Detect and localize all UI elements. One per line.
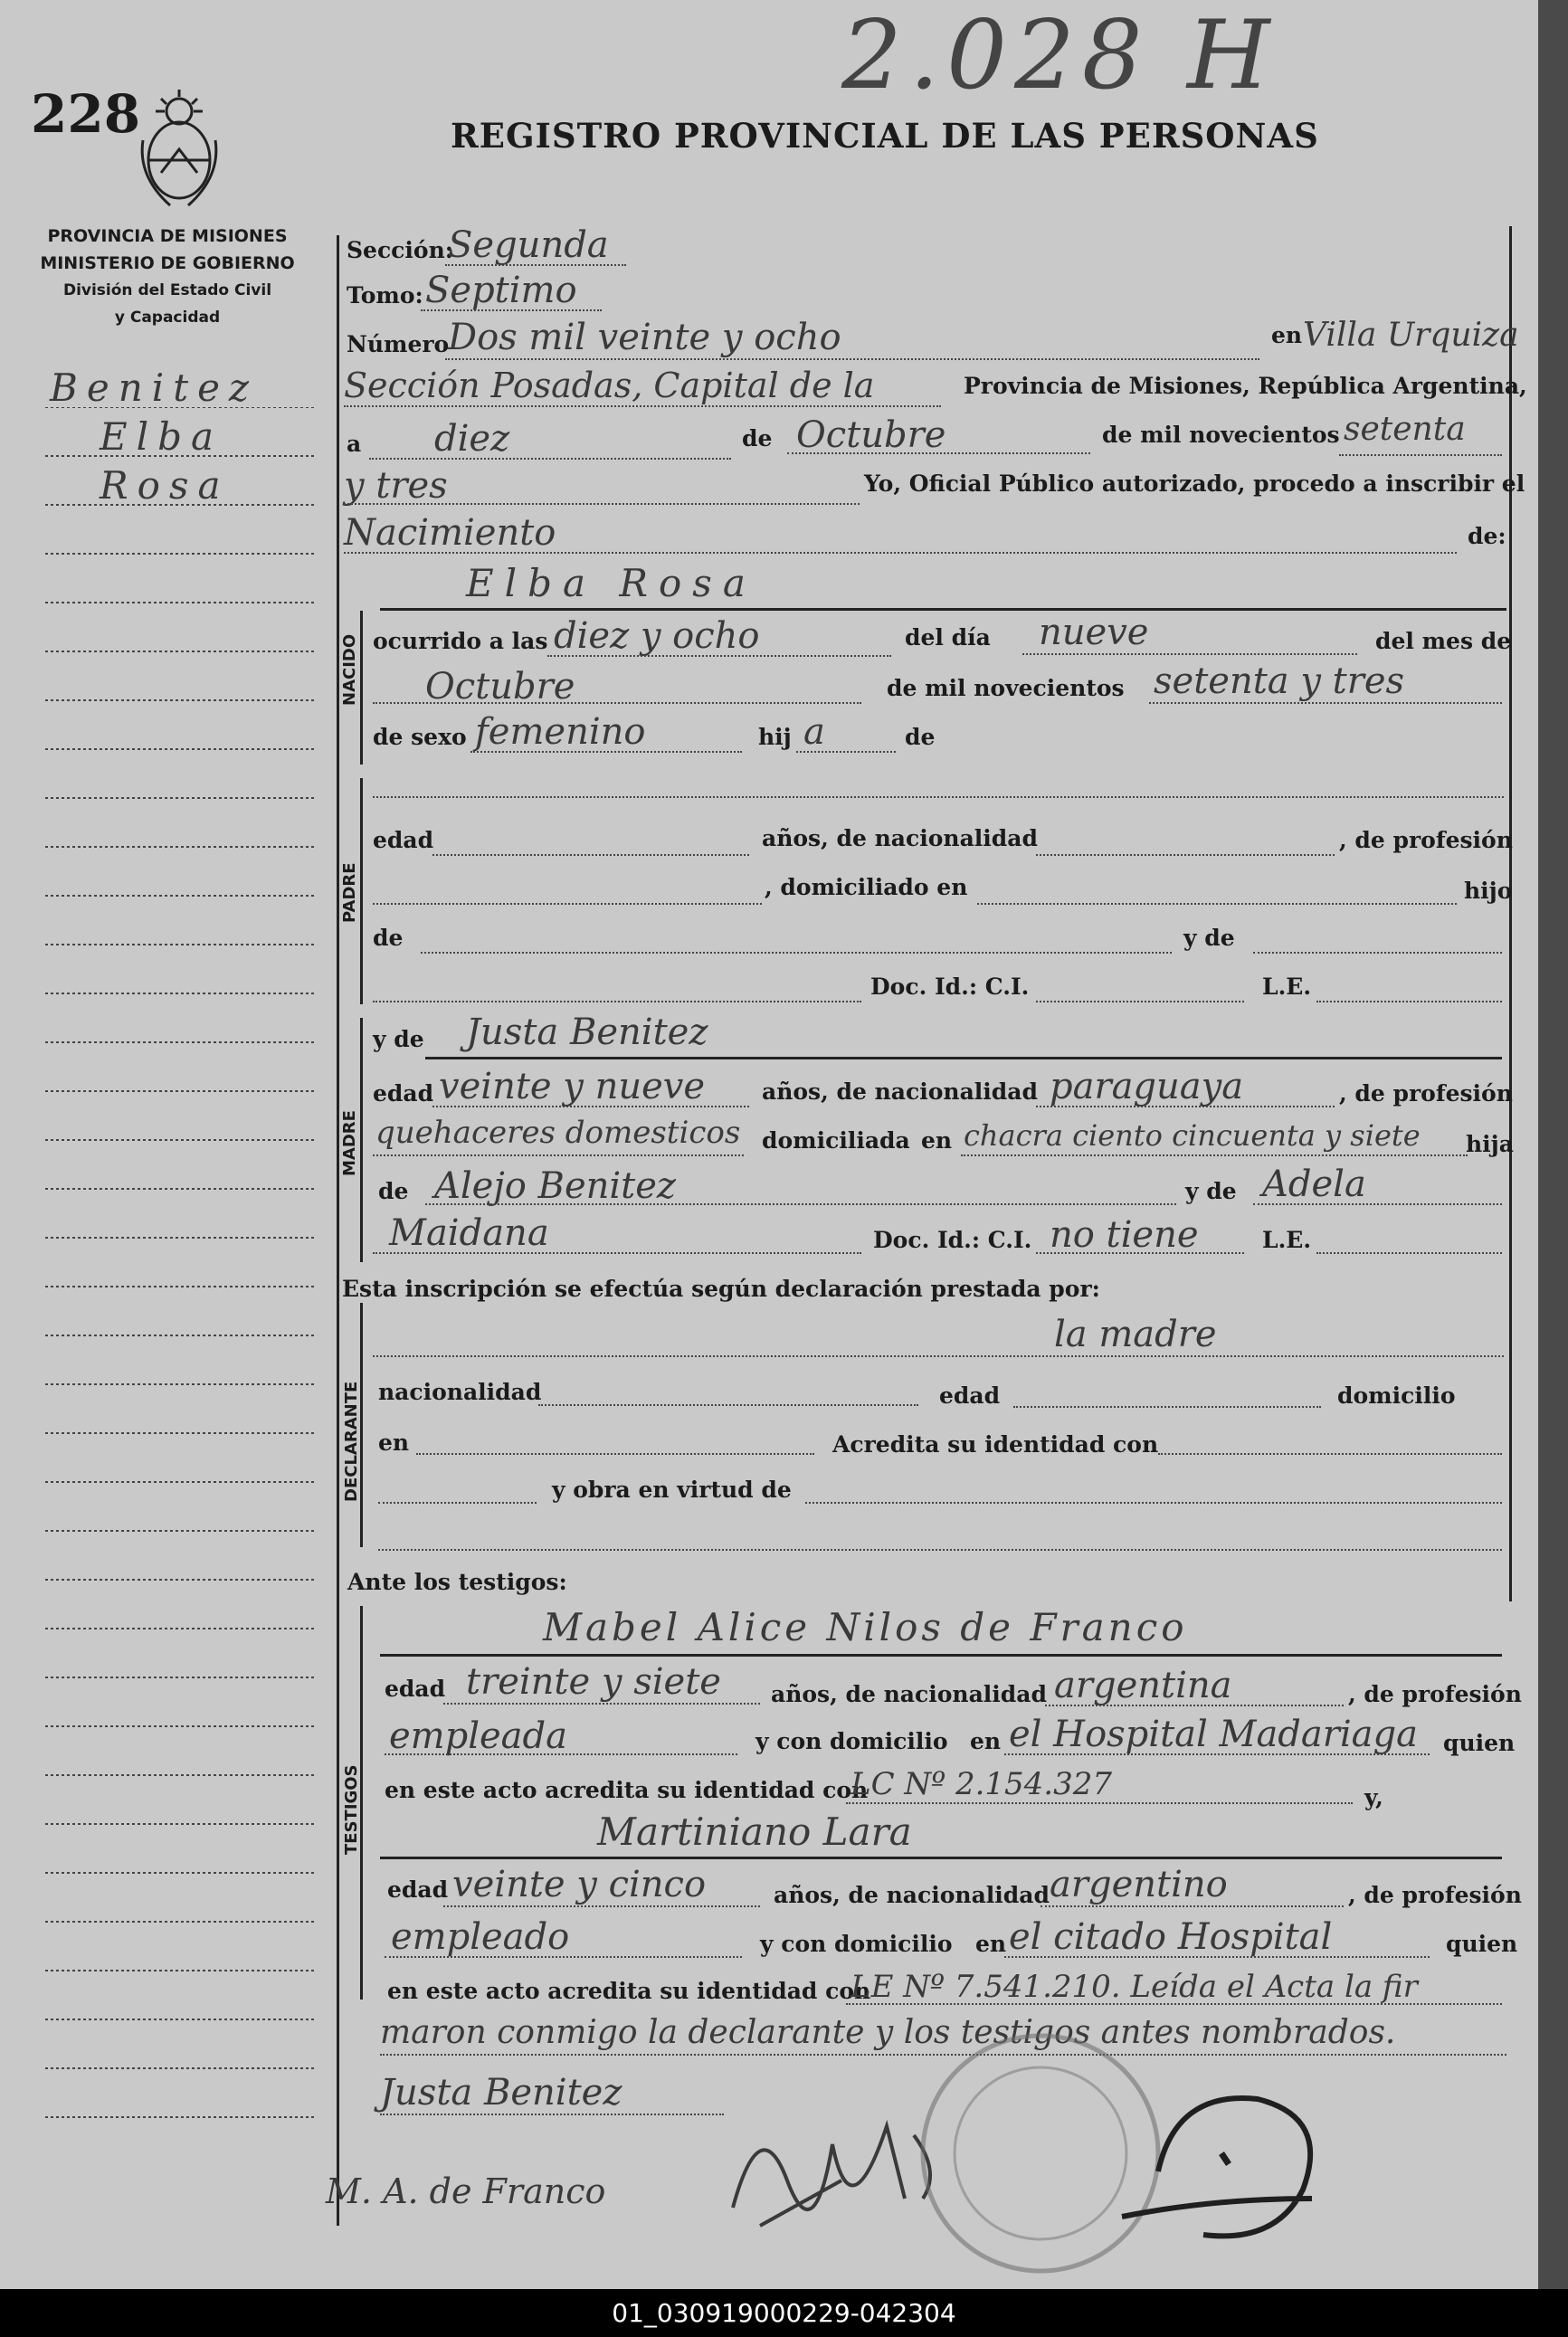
label-t2-edad: edad bbox=[387, 1876, 449, 1903]
margin-heading bbox=[14, 223, 321, 331]
line-madre-prof bbox=[373, 1154, 744, 1156]
official-signature bbox=[1104, 2063, 1357, 2262]
madre-bar bbox=[360, 1018, 363, 1262]
label-decl-en: en bbox=[378, 1430, 410, 1456]
margin-line-provincia: PROVINCIA DE MISIONES bbox=[47, 226, 288, 246]
label-madre-edad: edad bbox=[373, 1080, 434, 1107]
margin-hw-name1: Elba bbox=[100, 414, 223, 459]
label-t2-prof: , de profesión bbox=[1348, 1882, 1522, 1908]
label-t1-prof: , de profesión bbox=[1348, 1681, 1522, 1707]
hw-declarante: la madre bbox=[1054, 1314, 1217, 1355]
line-padre-nac bbox=[1036, 854, 1335, 856]
nacido-bar bbox=[360, 611, 363, 765]
label-madre-prof: , de profesión bbox=[1339, 1080, 1513, 1107]
hw-cierre: maron conmigo la declarante y los testigos antes nombrados. bbox=[380, 2014, 1396, 2051]
hw-t2-nac: argentino bbox=[1050, 1864, 1228, 1905]
line-abuela2 bbox=[373, 1252, 861, 1254]
line-decl-en bbox=[416, 1453, 814, 1455]
line-padre-dom bbox=[977, 903, 1457, 905]
label-t1-dom: y con domicilio bbox=[755, 1728, 948, 1754]
side-label-testigos: TESTIGOS bbox=[342, 1764, 361, 1855]
label-decl-acredita: Acredita su identidad con bbox=[832, 1431, 1159, 1458]
book-spine-edge bbox=[1538, 0, 1568, 2289]
t2-name-rule bbox=[380, 1857, 1502, 1859]
label-padre-de: de bbox=[373, 925, 404, 951]
hw-en-lugar: Villa Urquiza bbox=[1303, 317, 1519, 354]
label-padre-le: L.E. bbox=[1262, 974, 1312, 1000]
label-de-mes: de bbox=[742, 425, 773, 451]
hw-t1-dom: el Hospital Madariaga bbox=[1009, 1714, 1418, 1755]
t1-name-rule bbox=[380, 1654, 1502, 1657]
hw-sexo: femenino bbox=[475, 711, 646, 753]
hw-seccion: Segunda bbox=[448, 224, 609, 266]
label-seccion: Sección: bbox=[347, 237, 453, 263]
hw-seccion-loc: Sección Posadas, Capital de la bbox=[344, 366, 875, 405]
label-madre-dom: domiciliada bbox=[762, 1127, 910, 1154]
folio-number: 228 bbox=[31, 83, 141, 145]
hw-t1-prof: empleada bbox=[389, 1715, 567, 1757]
line-t1-edad bbox=[443, 1703, 760, 1705]
margin-ruled-lines bbox=[45, 407, 317, 2162]
line-padre-le bbox=[1316, 1001, 1502, 1002]
hw-abuela2: Maidana bbox=[389, 1212, 549, 1254]
hw-abuela1: Adela bbox=[1262, 1164, 1366, 1205]
line-t2-dom bbox=[1004, 1956, 1430, 1958]
label-t1-anos: años, de nacionalidad bbox=[771, 1681, 1047, 1707]
line-t2-doc bbox=[846, 2003, 1502, 2005]
line-padre-abuela bbox=[1253, 952, 1502, 954]
side-label-padre: PADRE bbox=[340, 862, 359, 923]
hw-t1-edad: treinte y siete bbox=[466, 1661, 721, 1703]
page-title: REGISTRO PROVINCIAL DE LAS PERSONAS bbox=[451, 116, 1319, 156]
label-decl-obra: y obra en virtud de bbox=[552, 1477, 792, 1503]
line-hora bbox=[547, 655, 891, 657]
hw-dia: nueve bbox=[1039, 612, 1149, 653]
line-a-dia bbox=[369, 458, 731, 460]
line-padre-edad bbox=[432, 854, 749, 856]
hw-anio2: y tres bbox=[344, 465, 448, 507]
line-abuela1 bbox=[1253, 1203, 1502, 1205]
line-declarante bbox=[373, 1355, 1504, 1357]
line-decl-obra bbox=[805, 1502, 1502, 1504]
margin-line-capacidad: y Capacidad bbox=[114, 309, 221, 327]
label-del-mes: del mes de bbox=[1375, 628, 1512, 654]
hw-t1-doc: LC Nº 2.154.327 bbox=[851, 1766, 1112, 1802]
label-padre-doc: Doc. Id.: C.I. bbox=[870, 974, 1030, 1000]
label-a: a bbox=[347, 431, 362, 457]
line-acto bbox=[344, 552, 1457, 554]
madre-name-rule bbox=[425, 1057, 1502, 1059]
label-decl-nac: nacionalidad bbox=[378, 1379, 542, 1405]
line-hij bbox=[796, 751, 896, 753]
line-madre-le bbox=[1316, 1252, 1502, 1254]
label-decl-edad: edad bbox=[939, 1382, 1001, 1409]
label-padre-anos: años, de nacionalidad bbox=[762, 825, 1038, 851]
label-tomo: Tomo: bbox=[347, 282, 423, 309]
hw-t2-edad: veinte y cinco bbox=[452, 1864, 707, 1905]
form-left-border bbox=[337, 235, 339, 2226]
hw-t2-nombre: Martiniano Lara bbox=[597, 1810, 912, 1854]
line-padre-abuelo bbox=[421, 952, 1172, 954]
line-t1-dom bbox=[1004, 1753, 1430, 1755]
label-madre-anos: años, de nacionalidad bbox=[762, 1078, 1038, 1105]
label-decl-dom: domicilio bbox=[1337, 1382, 1456, 1409]
hw-madre-nombre: Justa Benitez bbox=[466, 1012, 708, 1053]
label-madre-yde2: y de bbox=[1185, 1178, 1237, 1204]
line-abuelo bbox=[425, 1203, 1176, 1205]
label-del-dia: del día bbox=[905, 624, 991, 651]
line-tomo bbox=[421, 309, 602, 311]
hw-t1-nombre: Mabel Alice Nilos de Franco bbox=[543, 1605, 1188, 1649]
line-seccion-loc bbox=[344, 405, 941, 407]
hw-madre-edad: veinte y nueve bbox=[439, 1066, 706, 1107]
line-madre-nac bbox=[1036, 1106, 1335, 1107]
label-madre-le: L.E. bbox=[1262, 1227, 1312, 1253]
margin-hw-surname: Benitez bbox=[50, 366, 259, 410]
hw-madre-prof: quehaceres domesticos bbox=[375, 1115, 741, 1151]
label-t2-anos: años, de nacionalidad bbox=[774, 1882, 1050, 1908]
line-mes-nac bbox=[373, 702, 861, 704]
line-madre-dom bbox=[961, 1154, 1468, 1156]
form-right-border bbox=[1509, 226, 1512, 1601]
label-t2-en: en bbox=[975, 1931, 1007, 1957]
hw-madre-dom: chacra ciento cincuenta y siete bbox=[964, 1118, 1421, 1153]
label-numero: Número bbox=[347, 331, 450, 357]
label-ocurrido: ocurrido a las bbox=[373, 628, 548, 654]
hw-hij: a bbox=[803, 711, 825, 753]
hw-firma-justa: Justa Benitez bbox=[380, 2072, 622, 2114]
hw-madre-nac: paraguaya bbox=[1050, 1066, 1244, 1107]
label-yo: Yo, Oficial Público autorizado, procedo a inscribir el bbox=[864, 470, 1525, 497]
side-label-nacido: NACIDO bbox=[340, 633, 359, 706]
label-de-mil-nov: de mil novecientos bbox=[887, 675, 1125, 701]
margin-line-ministerio: MINISTERIO DE GOBIERNO bbox=[40, 253, 295, 273]
label-t2-acredita: en este acto acredita su identidad con bbox=[387, 1978, 871, 2004]
margin-hw-name2: Rosa bbox=[100, 463, 230, 508]
label-ante-testigos: Ante los testigos: bbox=[347, 1569, 567, 1595]
coat-of-arms-emblem bbox=[134, 86, 224, 213]
label-de-colon: de: bbox=[1468, 523, 1506, 549]
line-t1-doc bbox=[846, 1802, 1353, 1804]
label-padre-yde: y de bbox=[1183, 925, 1235, 951]
margin-line-division: División del Estado Civil bbox=[62, 281, 272, 299]
hw-numero: Dos mil veinte y ocho bbox=[448, 317, 841, 358]
label-padre-edad: edad bbox=[373, 827, 434, 853]
label-t1-en: en bbox=[970, 1728, 1002, 1754]
line-decl-end bbox=[378, 1549, 1502, 1551]
hw-t2-doc: LE Nº 7.541.210. Leída el Acta la fir bbox=[851, 1969, 1418, 2005]
line-decl-obra-a bbox=[378, 1502, 537, 1504]
hw-t2-prof: empleado bbox=[391, 1916, 570, 1958]
label-t2-dom: y con domicilio bbox=[760, 1931, 953, 1957]
line-madre-edad bbox=[432, 1106, 749, 1107]
label-provincia: Provincia de Misiones, República Argentina, bbox=[964, 373, 1527, 399]
hw-tomo: Septimo bbox=[425, 270, 577, 311]
line-padre-top bbox=[373, 796, 1504, 798]
label-t1-edad: edad bbox=[385, 1676, 446, 1702]
hw-hora: diez y ocho bbox=[554, 615, 760, 657]
line-padre-abuela2 bbox=[373, 1001, 861, 1002]
line-anio1 bbox=[1339, 454, 1502, 456]
line-dia bbox=[1022, 653, 1357, 655]
label-padre-prof: , de profesión bbox=[1339, 827, 1513, 853]
line-t1-nac bbox=[1045, 1705, 1344, 1706]
label-t1-quien: quien bbox=[1443, 1730, 1516, 1756]
line-sexo bbox=[470, 751, 742, 753]
label-madre-doc: Doc. Id.: C.I. bbox=[873, 1227, 1032, 1253]
label-padre-hijo: hijo bbox=[1464, 878, 1513, 904]
hw-t2-dom: el citado Hospital bbox=[1009, 1916, 1333, 1958]
line-decl-nac bbox=[538, 1404, 918, 1406]
line-decl-edad bbox=[1013, 1406, 1321, 1408]
line-anio2 bbox=[344, 503, 860, 505]
label-de-sexo: de sexo bbox=[373, 724, 467, 750]
hw-firma-franco: M. A. de Franco bbox=[326, 2171, 606, 2211]
hw-t1-nac: argentina bbox=[1054, 1665, 1232, 1706]
label-en: en bbox=[1271, 322, 1303, 348]
padre-bar bbox=[360, 778, 363, 1004]
line-t2-edad bbox=[443, 1905, 760, 1907]
footer-bar bbox=[0, 2289, 1568, 2337]
line-padre-doc bbox=[1036, 1001, 1244, 1002]
label-madre-yde: y de bbox=[373, 1026, 424, 1052]
hw-nombre: Elba Rosa bbox=[466, 561, 756, 605]
hw-anio1: setenta bbox=[1344, 411, 1466, 448]
line-padre-prof bbox=[373, 903, 762, 905]
footer-id: 01_030919000229-042304 bbox=[612, 2298, 956, 2328]
hw-a-dia: diez bbox=[434, 418, 510, 460]
hw-madre-doc: no tiene bbox=[1050, 1214, 1199, 1256]
line-t1-prof bbox=[385, 1753, 737, 1755]
nacido-top-rule bbox=[380, 608, 1506, 611]
label-t2-quien: quien bbox=[1446, 1931, 1518, 1957]
label-madre-de: de bbox=[378, 1178, 409, 1204]
label-t1-acredita: en este acto acredita su identidad con bbox=[385, 1777, 869, 1803]
hw-anio-nac: setenta y tres bbox=[1154, 660, 1405, 702]
hw-mes-nac: Octubre bbox=[425, 666, 575, 708]
side-label-declarante: DECLARANTE bbox=[342, 1381, 361, 1502]
hw-registry-number: 2.028 H bbox=[841, 0, 1278, 110]
line-madre-doc bbox=[1036, 1252, 1244, 1254]
line-mes bbox=[787, 452, 1090, 454]
line-firma bbox=[380, 2114, 724, 2115]
line-t2-prof bbox=[385, 1956, 742, 1958]
side-label-madre: MADRE bbox=[340, 1110, 359, 1176]
hw-mes: Octubre bbox=[796, 414, 946, 456]
label-t1-y: y, bbox=[1364, 1784, 1383, 1810]
hw-acto: Nacimiento bbox=[344, 512, 556, 554]
line-seccion bbox=[445, 264, 626, 266]
hw-abuelo: Alejo Benitez bbox=[434, 1165, 676, 1207]
label-mil-nov: de mil novecientos bbox=[1102, 422, 1340, 448]
label-de-nacido: de bbox=[905, 724, 936, 750]
label-madre-en: en bbox=[921, 1127, 953, 1154]
label-esta-inscripcion: Esta inscripción se efectúa según declaración prestada por: bbox=[342, 1276, 1100, 1302]
line-numero bbox=[445, 358, 1259, 360]
line-t2-nac bbox=[1041, 1905, 1344, 1907]
label-padre-dom: , domiciliado en bbox=[765, 874, 968, 900]
label-madre-hija: hija bbox=[1466, 1131, 1514, 1157]
label-hij: hij bbox=[758, 724, 792, 750]
line-decl-acredita bbox=[1158, 1453, 1502, 1455]
line-anio-nac bbox=[1149, 702, 1502, 704]
